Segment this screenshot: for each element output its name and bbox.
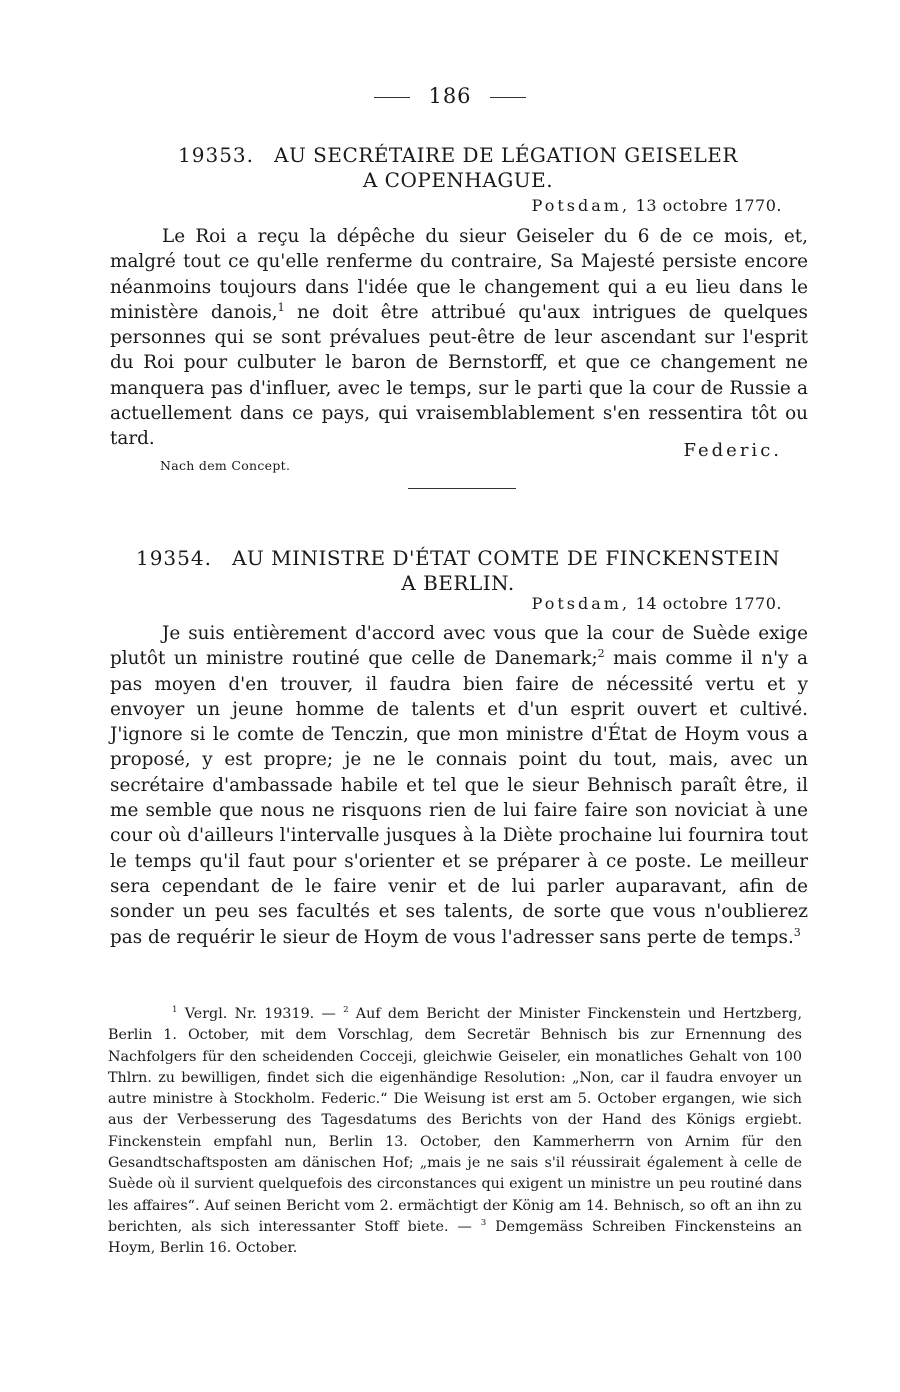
letter-body-text: ne doit être attribué qu'aux intrigues de quelques personnes qui se sont prévalues peut-être de leur ascendant sur l'esprit du Roi pour culbuter le baron de Bernstorff, et que ce changement ne manquera pas d'influer, avec le temps, sur le parti que la cour de Russie a actuellement dans ce pays, qui vraisemblablement s'en ressentira tôt ou tard. [110,301,808,450]
letter-body [110,224,808,452]
letter-body-text: Je suis entièrement d'accord avec vous que la cour de Suède exige plutôt un ministre routiné que celle de Danemark; [110,623,808,670]
footnote-ref[interactable]: 1 [277,300,285,314]
source-note: Nach dem Concept. [160,458,291,473]
page-number: 186 [428,84,472,108]
letter-place: Potsdam, [531,196,631,215]
letter-number: 19353. [178,143,255,167]
letter-heading-line2: A COPENHAGUE. [362,168,554,192]
letter-body-text: Le Roi a reçu la dépêche du sieur Geiseler du 6 de ce mois, et, malgré tout ce qu'elle renferme du contraire, Sa Majesté persiste encore néanmoins toujours dans l'idée que le changement qui a eu lieu dans le ministère danois, [110,226,808,323]
footnote-marker: 1 [172,1005,178,1016]
letter-date: 14 octobre 1770. [635,594,782,613]
letter-date: 13 octobre 1770. [635,196,782,215]
section-divider [408,488,516,489]
page-number-dash-left [374,97,410,98]
footnote-text: Vergl. Nr. 19319. — [177,1006,344,1022]
letter-heading [108,143,808,193]
footnote-text: Auf dem Bericht der Minister Finckenstein und Hertzberg, Berlin 1. October, mit dem Vorschlag, dem Secretär Behnisch bis zur Ernennung des Nachfolgers für den scheidenden Cocceji, gleichwie Geiseler, ein monatliches Gehalt von 100 Thlrn. zu bewilligen, findet sich die eigenhändige Resolution: „Non, car il faudra envoyer un autre ministre à Stockholm. Federic.“ Die Weisung ist erst am 5. October ergangen, wie sich aus der Verbesserung des Tagesdatums des Berichts von der Hand des Königs ergiebt. Finckenstein empfahl nun, Berlin 13. October, den Kammerherrn von Arnim für den Gesandtschaftsposten am dänischen Hof; „mais je ne sais s'il réussirait également à celle de Suède où il survient quelquefois des circonstances qui exigent un ministre un peu routiné dans les affaires“. Auf seinen Bericht vom 2. ermächtigt der König am 14. Behnisch, so oft an ihn zu berichten, als sich interessanter Stoff biete. — [108,1006,802,1235]
footnotes [108,1004,802,1260]
page-number-dash-right [490,97,526,98]
footnote-marker: 2 [343,1005,349,1016]
letter-heading-line1 [108,143,808,168]
letter-body-text: mais comme il n'y a pas moyen d'en trouver, il faudra bien faire de nécessité vertu et y envoyer un jeune homme de talents et d'un esprit ouvert et cultivé. J'ignore si le comte de Tenczin, que mon ministre d'État de Hoym vous a proposé, y est propre; je ne le connais point du tout, mais, avec un secrétaire d'ambassade habile et tel que le sieur Behnisch paraît être, il me semble que nous ne risquons rien de lui faire faire son noviciat à une cour où d'ailleurs l'intervalle jusques à la Diète prochaine lui fournira tout le temps qu'il faut pour s'orienter et se préparer à ce poste. Le meilleur sera cependant de le faire venir et de lui parler auparavant, afin de sonder un peu ses facultés et ses talents, de sorte que vous n'oublierez pas de requérir le sieur de Hoym de vous l'adresser sans perte de temps. [110,648,808,948]
footnote-ref[interactable]: 3 [793,925,801,939]
letter-signature: Federic. [683,440,782,461]
letter-place: Potsdam, [531,594,631,613]
footnote-marker: 3 [480,1218,487,1229]
letter-recipient: AU SECRÉTAIRE DE LÉGATION GEISELER [274,143,738,167]
page-number-line [0,84,900,108]
letter-number: 19354. [135,546,212,570]
letter-body [110,621,808,950]
letter-heading-line1 [108,546,808,571]
footnote-text: Demgemäss Schreiben Finckensteins an Hoym, Berlin 16. October. [108,1218,803,1257]
letter-place-date [532,196,782,215]
letter-heading-line2: A BERLIN. [401,571,515,595]
letter-recipient: AU MINISTRE D'ÉTAT COMTE DE FINCKENSTEIN [231,546,781,570]
letter-heading [108,546,808,596]
letter-place-date [532,594,782,613]
footnote-ref[interactable]: 2 [597,647,605,661]
